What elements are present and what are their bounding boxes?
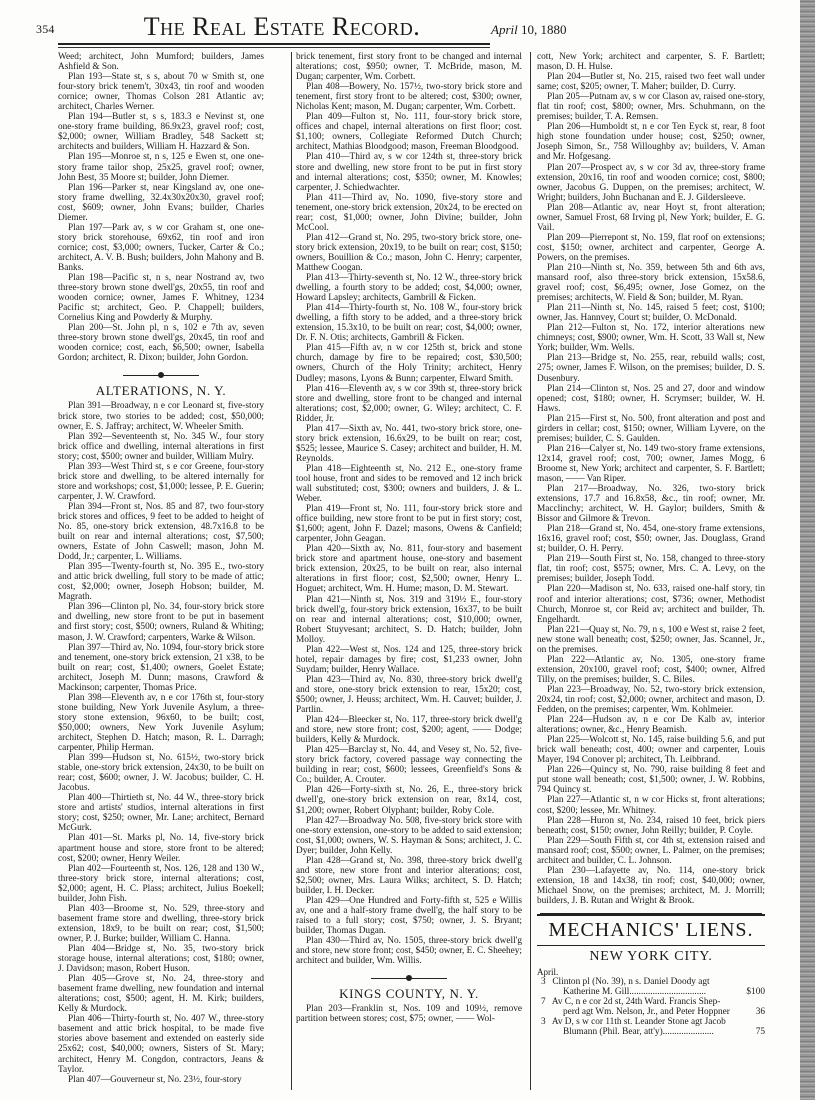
plan-entry: Plan 396—Clinton pl, No. 34, four-story brick store and dwelling, new store front to be put in basement and first story; cost, $500; owners, Ruland & Whiting; mason, J. W. Crawford; carpenters, Warke & Wilson. — [58, 602, 264, 643]
section-heading-alterations-ny: ALTERATIONS, N. Y. — [95, 383, 227, 399]
plan-entry: Plan 211—Ninth st, No. 145, raised 5 feet; cost, $100; owner, Jas. Hannvey, Court st; builder, O. McDonald. — [537, 303, 765, 324]
plan-entry: Plan 419—Front st, No. 111, four-story brick store and office building, new store front to be put in first story; cost, $1,600; agent, John F. Dazel; masons, Owens & Canfield; carpenter, John Geagan. — [296, 504, 522, 545]
ornament-dot — [406, 975, 412, 981]
lien-entry-line-2: Blumann (Phil. Bear, att'y)...................... — [563, 1027, 714, 1038]
plan-entry: Plan 401—St. Marks pl, No. 14, five-story brick apartment house and store, store front to be altered; cost, $200; owner, Henry Weiler. — [58, 833, 264, 864]
lien-entry-line-2: perd agt Wm. Nelson, Jr., and Peter Hoppner — [563, 1007, 730, 1018]
masthead — [36, 12, 567, 41]
lien-entry-line-1 — [541, 1017, 765, 1027]
plan-entry: Plan 206—Humboldt st, n e cor Ten Eyck st, rear, 8 foot high stone foundation under house; cost, $250; owner, Joseph Simon, Sr., 758 Willoughby av; builders, V. Aman and Mr. Hofgesang. — [537, 122, 765, 163]
page-number: 354 — [36, 22, 55, 36]
plan-entry: Plan 226—Quincy st, No. 790, raise building 8 feet and put stone wall beneath; cost, $1,500; owner, J. W. Robbins, 794 Quincy st. — [537, 765, 765, 796]
plan-entry: Plan 428—Grand st, No. 398, three-story brick dwell'g and store, new store front and interior alterations; cost, $2,500; owner, Mrs. Laura Wilks; architect, S. D. Hatch; builder, I. H. Decker. — [296, 855, 522, 896]
plan-entry: Plan 393—West Third st, s e cor Greene, four-story brick store and dwelling, to be altered internally for store and workshops; cost, $1,000; lessee, P. E. Guerin; carpenter, J. W. Crawford. — [58, 461, 264, 502]
plan-entry: Plan 228—Huron st, No. 234, raised 10 feet, brick piers beneath; cost, $150; owner, John Reilly; builder, P. Coyle. — [537, 815, 765, 836]
section-divider-ornament — [58, 372, 264, 378]
plan-entry: Plan 412—Grand st, No. 295, two-story brick store, one-story brick extension, 20x19, to be built on rear; cost, $150; owners, Bouillion & Co.; mason, John C. Henry; carpenter, Matthew Coogan. — [296, 232, 522, 273]
plans-list-alterations-ny — [58, 401, 264, 1084]
plan-entry: Plan 410—Third av, s w cor 124th st, three-story brick store and dwelling, new store front to be put in first story and internal alterations; cost, $350; owner, M. Knowles; carpenter, J. Schiedwachter. — [296, 152, 522, 193]
plan-entry: Plan 214—Clinton st, Nos. 25 and 27, door and window opened; cost, $180; owner, H. Scrymser; builder, W. H. Haws. — [537, 383, 765, 414]
publication-title: The Real Estate Record. — [143, 12, 421, 41]
plan-entry: Plan 216—Calyer st, No. 149 two-story frame extensions, 12x14, gravel roof; cost, 700; owner, James Mogg, 6 Broome st, New York; architect and carpenter, S. F. Bartlett; mason, —— Van Riper. — [537, 443, 765, 484]
section-heading-mechanics-liens: MECHANICS' LIENS. — [537, 914, 765, 946]
plan-entry: Plan 395—Twenty-fourth st, No. 395 E., two-story and attic brick dwelling, full story to be made of attic; cost, $2,000; owner, Joseph Hobson; builder, M. Magrath. — [58, 562, 264, 603]
plan-entry: Plan 407—Gouverneur st, No. 23½, four-story — [68, 1074, 242, 1085]
column-3 — [537, 52, 765, 1037]
plan-entry: Plan 203—Franklin st, Nos. 109 and 109½, remove partition between stores; cost, $75; owner, —— Wol- — [296, 1004, 522, 1025]
plan-entry: Plan 417—Sixth av, No. 441, two-story brick store, one-story brick extension, 16.6x29, to be built on rear; cost, $525; lessee, Maurice S. Casey; architect and builder, H. M. Reynolds. — [296, 423, 522, 464]
plan-entry: Plan 409—Fulton st, No. 111, four-story brick store, offices and chapel, internal alterations on first floor; cost. $1,100; owners, Collegiate Reformed Dutch Church; architect, Mathias Bloodgood; mason, Freeman Bloodgood. — [296, 112, 522, 153]
plan-entry: Plan 414—Thirty-fourth st, No. 108 W., four-story brick dwelling, a fifth story to be added, and a three-story brick extension, 15.3x10, to be built on rear; cost, $4,000; owner, Dr. F. N. Otis; architects, Gambrill & Ficken. — [296, 303, 522, 344]
plan-entry: Plan 425—Barclay st, No. 44, and Vesey st, No. 52, five-story brick factory, covered passage way connecting the building in rear; cost, $600; lessees, Greenfield's Sons & Co.; builder, A. Crouter. — [296, 745, 522, 786]
lien-entry — [537, 997, 765, 1017]
plan-entry: Plan 424—Bleecker st, No. 117, three-story brick dwell'g and store, new store front; cost, $200; agent, —— Dodge; builders, Kelly & Murdock. — [296, 715, 522, 746]
plan-entry: Plan 207—Prospect av, s w cor 3d av, three-story frame extension, 20x16, tin roof and wooden cornice; cost, $800; owner, Jacobus G. Duppen, on the premises; architect, W. Wright; builders, John Buchanan and E. J. Gildersleeve. — [537, 162, 765, 203]
plan-entry: Plan 429—One Hundred and Forty-fifth st, 525 e Willis av, one and a half-story frame dwell'g, the half story to be raised to a full story; cost, $750; owner, J. S. Bryant; builder, Thomas Dugan. — [296, 895, 522, 937]
plan-entry: Plan 403—Broome st, No. 529, three-story and basement frame store and dwelling, three-story brick extension, 18x9, to be built on rear; cost, $1,500; owner, P. J. Burke; builder, William C. Hanna. — [58, 903, 264, 944]
section-heading-kings-county: KINGS COUNTY, N. Y. — [339, 986, 479, 1002]
plan-entry: Plan 416—Eleventh av, s w cor 39th st, three-story brick store and dwelling, store front to be changed and internal alterations; cost, $2,000; owner, G. Wiley; architect, C. F. Ridder, Jr. — [296, 383, 522, 424]
plan-entry: Weed; architect, John Mumford; builders, James Ashfield & Son. — [58, 52, 264, 73]
mechanics-liens-section — [537, 914, 765, 1037]
plan-entry: Plan 218—Grand st, No. 454, one-story frame extensions, 16x16, gravel roof; cost, $50; owner, Jas. Douglass, Grand st; builder, O. H. Perry. — [537, 524, 765, 555]
subheading-new-york-city: NEW YORK CITY. — [589, 948, 713, 964]
plan-entry: Plan 194—Butler st, s s, 183.3 e Nevinst st, one one-story frame building, 86.9x23, gravel roof; cost, $2,000; owner, William Bradley, 548 Sackett st; architects and builders, William H. Hazzard & Son. — [58, 112, 264, 153]
plan-entry: Plan 408—Bowery, No. 157½, two-story brick store and tenement, first story front to be altered; cost, $300; owner, Nicholas Kent; mason, M. Dugan; carpenter, Wm. Corbett. — [296, 82, 522, 113]
plans-list-kings-new-buildings — [58, 52, 264, 363]
plan-entry: Plan 397—Third av, No. 1094, four-story brick store and tenement, one-story brick extension, 21 x38, to be built on rear; cost, $1,400; owners, Goelet Estate; architect, Joseph M. Dunn; masons, Crawford & Mackinson; carpenter, Thomas Price. — [58, 642, 264, 693]
section-divider-ornament — [296, 975, 522, 981]
lien-amount: 36 — [755, 1007, 765, 1018]
lien-entry — [537, 1017, 765, 1037]
plan-entry: Plan 227—Atlantic st, n w cor Hicks st, front alterations; cost, $200; lessee, Mr. Whitney. — [537, 795, 765, 816]
plan-entry: Plan 208—Atlantic av, near Hoyt st, front alteration; owner, Samuel Frost, 68 Irving pl, New York; builder, E. G. Vail. — [537, 202, 765, 233]
plan-entry: Plan 405—Grove st, No. 24, three-story and basement frame dwelling, new foundation and internal alterations; cost, $500; agent, H. M. Kirk; builders, Kelly & Murdock. — [58, 974, 264, 1015]
lien-entry-line-2: Katherine M. Gill................................. — [563, 987, 707, 998]
plan-entry: Plan 205—Putnam av, s w cor Clason av, raised one-story, flat tin roof; cost, $800; owner, Mrs. Schuhmann, on the premises; builder, T. A. Remsen. — [537, 92, 765, 123]
column-divider — [291, 52, 292, 1090]
plan-entry: Plan 217—Broadway, No. 326, two-story brick extensions, 17.7 and 16.8x58, &c., tin roof; owner, Mr. Macclinchy; architect, W. H. Gaylor; builders, Smith & Bissor and Gilmore & Trevon. — [537, 484, 765, 525]
plan-entry: Plan 427—Broadway No. 508, five-story brick store with one-story extension, one-story to be added to said extension; cost, $1,000; owners, W. S. Hayman & Sons; architect, J. C. Dyer; builder, John Kelly. — [296, 815, 522, 856]
lien-amount: $100 — [746, 987, 765, 998]
plan-entry: Plan 204—Butler st, No. 215, raised two feet wall under same; cost, $205; owner, T. Maher; builder, D. Curry. — [537, 72, 765, 93]
plan-entry: brick tenement, first story front to be changed and internal alterations; cost, $950; owner, T. McBride, mason, M. Dugan; carpenter, Wm. Corbett. — [296, 52, 522, 83]
plan-entry: Plan 399—Hudson st, No. 615½, two-story brick stable, one-story brick extension, 24x30, to be built on rear; cost, $600; owner, J. W. Jacobus; builder, C. H. Jacobus. — [58, 753, 264, 794]
plan-entry: Plan 422—West st, Nos. 124 and 125, three-story brick hotel, repair damages by fire; cost, $1,233 owner, John Suydam; builder, Henry Wallace. — [296, 644, 522, 675]
masthead-rule — [58, 43, 490, 45]
plan-entry: Plan 198—Pacific st, n s, near Nostrand av, two three-story brown stone dwell'gs, 20x55, tin roof and wooden cornice; owner, James F. Whitney, 1234 Pacific st; architect, Geo. P. Chappell; builders, Cornelius King and Powderly & Murphy. — [58, 273, 264, 324]
column-divider — [530, 52, 531, 1090]
plan-entry: Plan 209—Pierrepont st, No. 159, flat roof on extensions; cost, $150; owner, architect and carpenter, George A. Powers, on the premises. — [537, 232, 765, 263]
plan-entry: Plan 398—Eleventh av, n e cor 176th st, four-story stone building, New York Juvenile Asylum, a three-story stone extension, 96x60, to be built; cost, $50,000; owners, New York Juvenile Asylum; architect, Stephen D. Hatch; mason, R. L. Darragh; carpenter, Philip Herman. — [58, 692, 264, 754]
plan-entry: Plan 225—Wolcott st, No. 145, raise building 5.6, and put brick wall beneath; cost, 400; owner and carpenter, Louis Mayer, 194 Conover pl; architect, Th. Leibbrand. — [537, 735, 765, 766]
lien-day: 3 — [541, 977, 546, 988]
plan-entry: Plan 212—Fulton st, No. 172, interior alterations new chimneys; cost, $900; owner, Wm. H. Scott, 33 Wall st, New York; builder, Wm. Wells. — [537, 323, 765, 354]
plans-list-kings-county — [296, 1004, 522, 1024]
plan-entry: cott, New York; architect and carpenter, S. F. Bartlett; mason, D. H. Hulse. — [537, 52, 765, 73]
lien-amount: 75 — [755, 1027, 765, 1038]
plans-list-kings-county-cont — [537, 52, 765, 906]
plan-entry: Plan 230—Lafayette av, No. 114, one-story brick extension, 18 and 14x38, tin roof; cost, $40,000; owner, Michael Snow, on the premises; architect, M. J. Morrill; builders, J. B. Rutan and Wright & Brook. — [537, 865, 765, 906]
plan-entry: Plan 196—Parker st, near Kingsland av, one one-story frame dwelling, 32.4x30x20x30, gravel roof; cost, $609; owner, John Evans; builder, Charles Diemer. — [58, 182, 264, 223]
plan-entry: Plan 404—Bridge st, No. 35, two-story brick storage house, internal alterations; cost, $180; owner, J. Davidson; mason, Robert Huson. — [58, 943, 264, 975]
plan-entry: Plan 426—Forty-sixth st, No. 26, E., three-story brick dwell'g, one-story brick extension on rear, 8x14, cost, $1,200; owner, Robert Olyphant; builder, Roby Cole. — [296, 785, 522, 816]
plan-entry: Plan 400—Thirtieth st, No. 44 W., three-story brick store and artists' studios, internal alterations in first story; cost, $250; owner, Mr. Lane; architect, Bernard McGurk. — [58, 793, 264, 834]
plan-entry: Plan 430—Third av, No. 1505, three-story brick dwell'g and store, new store front; cost, $450; owner, E. C. Sheehey; architect and builder, Wm. Willis. — [296, 936, 522, 967]
lien-day: 3 — [541, 1017, 546, 1028]
lien-entry-line-1 — [541, 977, 765, 987]
issue-date — [491, 22, 566, 38]
column-1 — [58, 52, 264, 1085]
masthead-rule-thin — [58, 47, 490, 48]
plan-entry: Plan 402—Fourteenth st, Nos. 126, 128 and 130 W., three-story brick store, internal alterations; cost, $2,000; agent, H. C. Plass; architect, Julius Boekell; builder, John Fish. — [58, 863, 264, 904]
plan-entry: Plan 219—South First st, No. 158, changed to three-story flat, tin roof; cost, $575; owner, Mrs. C. A. Levy, on the premises; builder, Joseph Todd. — [537, 554, 765, 585]
plan-entry: Plan 391—Broadway, n e cor Leonard st, five-story brick store, two stories to be added; cost, $50,000; owner, E. S. Jaffray; architect, W. Wheeler Smith. — [58, 401, 264, 432]
plan-entry: Plan 394—Front st, Nos. 85 and 87, two four-story brick stores and offices, 9 feet to be added to height of No. 85, one-story brick extension, 48.7x16.8 to be built on rear and internal alterations; cost, $7,500; owners, Estate of John Caswell; mason, John M. Dodd, Jr.; carpenter, L. Williams. — [58, 501, 264, 563]
lien-description: Clinton pl (No. 39), n s. Daniel Doody agt — [552, 977, 710, 988]
lien-description: Av C, n e cor 2d st, 24th Ward. Francis Shep- — [551, 997, 721, 1008]
lien-day: 7 — [541, 997, 546, 1008]
plan-entry: Plan 220—Madison st, No. 633, raised one-half story, tin roof and interior alterations; cost, $736; owner, Methodist Church, Monroe st, cor Reid av; architect and builder, Th. Engelhardt. — [537, 584, 765, 625]
liens-month-label: April. — [537, 966, 559, 977]
plan-entry: Plan 421—Ninth st, Nos. 319 and 319½ E., four-story brick dwell'g, four-story brick extension, 16x37, to be built on rear and internal alterations; cost, $10,000; owner, Robert Stuyvesant; architect, S. D. Hatch; builder, John Molloy. — [296, 594, 522, 645]
issue-date-month: April — [491, 22, 518, 37]
issue-date-rest: 10, 1880 — [517, 22, 567, 37]
plan-entry: Plan 392—Seventeenth st, No. 345 W., four story brick office and dwelling, internal alterations in first story; cost, $500; owner and builder, William Mulry. — [58, 431, 264, 462]
plan-entry: Plan 195—Monroe st, n s, 125 e Ewen st, one one-story frame tailor shop, 25x25, gravel roof; owner, John Best, 35 Moore st; builder, John Diemer. — [58, 152, 264, 183]
plan-entry: Plan 213—Bridge st, No. 255, rear, rebuild walls; cost, 275; owner, James F. Wilson, on the premises; builder, D. S. Dusenbury. — [537, 353, 765, 384]
plan-entry: Plan 222—Atlantic av, No. 1305, one-story frame extension, 20x100, gravel roof; cost, $400; owner, Alfred Tilly, on the premises; builder, S. C. Biles. — [537, 654, 765, 685]
plan-entry: Plan 418—Eighteenth st, No. 212 E., one-story frame tool house, front and sides to be removed and 12 inch brick wall substituted; cost, $300; owners and builders, J. & L. Weber. — [296, 463, 522, 505]
plan-entry: Plan 215—First st, No. 500, front alteration and post and girders in cellar; cost, $150; owner, William Lyvere, on the premises; builder, C. S. Gaulden. — [537, 413, 765, 444]
plan-entry: Plan 423—Third av, No. 830, three-story brick dwell'g and store, one-story brick extension to rear, 15x20; cost, $500; owner, J. Heuss; architect, Wm. H. Cauvet; builder, J. Partlin. — [296, 674, 522, 716]
plan-entry: Plan 193—State st, s s, about 70 w Smith st, one four-story brick tenem't, 30x43, tin roof and wooden cornice; owner, Thomas Colson 281 Atlantic av; architect, Charles Werner. — [58, 72, 264, 113]
plan-entry: Plan 224—Hudson av, n e cor De Kalb av, interior alterations; owner, &c., Henry Beamish. — [537, 715, 765, 736]
plans-list-alterations-ny-cont — [296, 52, 522, 966]
lien-description: Av D, s w cor 11th st. Leander Stone agt Jacob — [551, 1017, 726, 1028]
plan-entry: Plan 221—Quay st, No. 79, n s, 100 e West st, raise 2 feet, new stone wall beneath; cost, $250; owner, Jas. Scannel, Jr., on the premises. — [537, 624, 765, 655]
ornament-dot — [158, 372, 164, 378]
plan-entry: Plan 200—St. John pl, n s, 102 e 7th av, seven three-story brown stone dwell'gs, 20x45, tin roof and wooden cornice; cost, each, $6,500; owner, Isabella Gordon; architect, R. Dixon; builder, John Gordon. — [58, 323, 264, 364]
plan-entry: Plan 223—Broadway, No. 52, two-story brick extension, 20x24, tin roof; cost, $2,000; owner, architect and mason, D. Fedden, on the premises; carpenter, Wm. Kohlmeier. — [537, 684, 765, 716]
plan-entry: Plan 229—South Fifth st, cor 4th st, extension raised and mansard roof; cost, $500; owner, L. Palmer, on the premises; architect and builder, C. L. Johnson. — [537, 835, 765, 866]
column-2 — [296, 52, 522, 1024]
plan-entry: Plan 197—Park av, s w cor Graham st, one one-story brick storehouse, 69x62, tin roof and iron cornice; cost, $3,000; owners, Tucker, Carter & Co.; architect, A. V. B. Bush; builders, John Mahony and B. Banks. — [58, 222, 264, 273]
plan-entry: Plan 413—Thirty-seventh st, No. 12 W., three-story brick dwelling, a fourth story to be added; cost, $4,000; owner, Howard Lapsley; architects, Gambrill & Ficken. — [296, 273, 522, 304]
plan-entry: Plan 406—Thirty-fourth st, No. 407 W., three-story basement and attic brick hospital, to be made five stories above basement and extended on easterly side 25x62; cost, $40,000; owners, Sisters of St. Mary; architect, Henry M. Congdon, contractors, Jeans & Taylor. — [58, 1014, 264, 1075]
lien-entry-line-1 — [541, 997, 765, 1007]
plan-entry: Plan 411—Third av, No. 1090, five-story store and tenement, one-story brick extension, 20x24, to be erected on rear; cost, $1,000; owner, John Divine; builder, John McCool. — [296, 192, 522, 233]
plan-entry: Plan 415—Fifth av, n w cor 125th st, brick and stone church, damage by fire to be repaired; cost, $30,500; owners, Church of the Holy Trinity; architect, Henry Dudley; masons, Lyons & Bunn; carpenter, Elward Smith. — [296, 343, 522, 384]
plan-entry: Plan 210—Ninth st, No. 359, between 5th and 6th avs, mansard roof, also three-story brick extension, 15x58.6, gravel roof; cost, $6,495; owner, Jose Gomez, on the premises; architects, W. Field & Son; builder, M. Ryan. — [537, 262, 765, 304]
page-binding-edge — [800, 0, 815, 1100]
lien-entry — [537, 977, 765, 997]
plan-entry: Plan 420—Sixth av, No. 811, four-story and basement brick store and apartment house, one-story and basement brick extension, 20x25, to be built on rear, also internal alterations in first floor; cost, $2,500; owner, Henry L. Hoguet; architect, Wm. H. Hume; mason, D. M. Stewart. — [296, 544, 522, 595]
